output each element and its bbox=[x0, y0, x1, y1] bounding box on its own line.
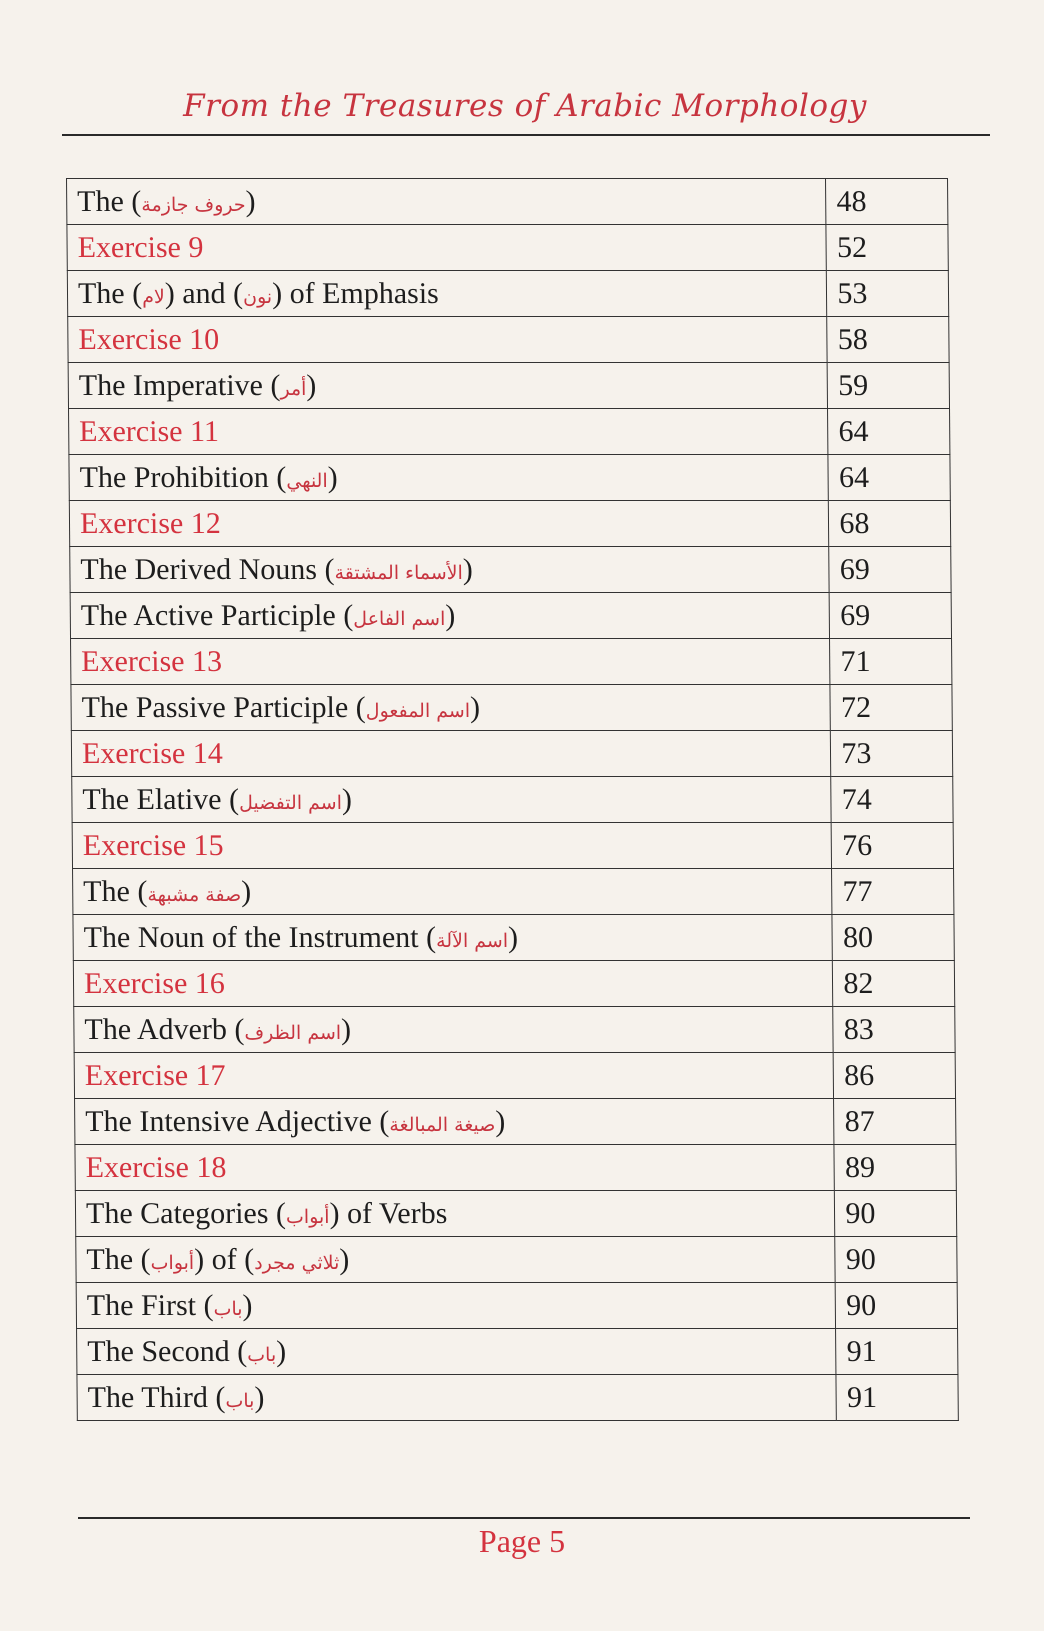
title-text: The Prohibition ( bbox=[79, 460, 287, 494]
entry-title bbox=[67, 179, 827, 225]
contents-row bbox=[68, 363, 949, 409]
entry-page-number: 72 bbox=[830, 685, 952, 731]
exercise-row bbox=[75, 1145, 956, 1191]
title-text: ) bbox=[462, 552, 473, 586]
entry-title bbox=[75, 1145, 835, 1191]
title-text: The ( bbox=[83, 874, 148, 908]
exercise-row bbox=[72, 823, 953, 869]
exercise-row bbox=[69, 409, 950, 455]
entry-page-number: 74 bbox=[831, 777, 953, 823]
entry-page-number: 52 bbox=[826, 225, 948, 271]
entry-page-number: 80 bbox=[832, 915, 954, 961]
contents-row bbox=[71, 685, 952, 731]
exercise-row bbox=[73, 961, 954, 1007]
title-text: The ( bbox=[86, 1242, 151, 1276]
title-text: The ( bbox=[77, 184, 142, 218]
entry-title bbox=[69, 455, 829, 501]
exercise-row bbox=[71, 731, 952, 777]
contents-row bbox=[74, 1007, 955, 1053]
arabic-term: لام bbox=[142, 285, 165, 308]
title-text: ) bbox=[341, 782, 353, 816]
entry-page-number: 59 bbox=[827, 363, 949, 409]
title-text: The Third ( bbox=[87, 1380, 226, 1414]
title-text: ) bbox=[306, 368, 317, 402]
entry-title bbox=[73, 961, 833, 1007]
contents-row bbox=[73, 915, 954, 961]
title-text: ) of ( bbox=[193, 1242, 255, 1276]
title-text: The Noun of the Instrument ( bbox=[83, 920, 437, 954]
exercise-row bbox=[69, 501, 950, 547]
title-text: ) bbox=[507, 920, 519, 954]
title-text: ) bbox=[339, 1242, 350, 1276]
title-text: ) and ( bbox=[164, 276, 244, 310]
entry-title bbox=[67, 271, 827, 317]
title-text: The Derived Nouns ( bbox=[80, 552, 335, 586]
arabic-term: نون bbox=[242, 285, 273, 308]
title-text: ) bbox=[254, 1380, 265, 1414]
contents-row bbox=[77, 1329, 958, 1375]
title-text: Exercise 13 bbox=[81, 644, 223, 678]
entry-page-number: 90 bbox=[835, 1237, 957, 1283]
entry-page-number: 89 bbox=[834, 1145, 956, 1191]
entry-title bbox=[77, 1329, 837, 1375]
title-text: ) of Emphasis bbox=[271, 276, 439, 310]
title-text: The Intensive Adjective ( bbox=[85, 1104, 390, 1138]
entry-title bbox=[73, 915, 833, 961]
title-text: Exercise 15 bbox=[82, 828, 224, 862]
arabic-term: باب bbox=[225, 1389, 255, 1412]
entry-page-number: 91 bbox=[836, 1329, 958, 1375]
contents-table bbox=[66, 178, 959, 1421]
arabic-term: صيغة المبالغة bbox=[389, 1113, 496, 1136]
arabic-term: اسم الظرف bbox=[244, 1021, 342, 1044]
arabic-term: باب bbox=[213, 1297, 243, 1320]
entry-title bbox=[75, 1099, 835, 1145]
footer-divider bbox=[78, 1517, 970, 1519]
title-text: ) bbox=[276, 1334, 287, 1368]
contents-row bbox=[70, 547, 951, 593]
contents-row bbox=[76, 1237, 957, 1283]
title-text: The Elative ( bbox=[82, 782, 240, 816]
title-text: The Active Participle ( bbox=[80, 598, 354, 632]
entry-title bbox=[71, 639, 831, 685]
entry-page-number: 90 bbox=[835, 1191, 957, 1237]
title-text: ) bbox=[327, 460, 338, 494]
title-text: The Adverb ( bbox=[84, 1012, 245, 1046]
title-text: The First ( bbox=[86, 1288, 214, 1322]
entry-title bbox=[70, 593, 830, 639]
entry-page-number: 73 bbox=[831, 731, 953, 777]
entry-title bbox=[74, 1053, 834, 1099]
title-text: The Imperative ( bbox=[78, 368, 281, 402]
arabic-term: اسم الفاعل bbox=[353, 607, 446, 630]
contents-row bbox=[75, 1191, 956, 1237]
title-text: The Second ( bbox=[87, 1334, 248, 1368]
arabic-term: ثلاثي مجرد bbox=[254, 1251, 340, 1274]
entry-page-number: 64 bbox=[828, 455, 950, 501]
entry-page-number: 71 bbox=[830, 639, 952, 685]
title-text: ) bbox=[242, 1288, 253, 1322]
entry-title bbox=[72, 777, 832, 823]
title-text: ) bbox=[445, 598, 456, 632]
contents-row bbox=[75, 1099, 956, 1145]
contents-row bbox=[67, 179, 948, 225]
arabic-term: اسم التفضيل bbox=[238, 791, 343, 814]
entry-page-number: 83 bbox=[833, 1007, 955, 1053]
entry-page-number: 48 bbox=[826, 179, 948, 225]
title-text: The ( bbox=[77, 276, 143, 310]
entry-page-number: 68 bbox=[829, 501, 951, 547]
entry-title bbox=[75, 1191, 835, 1237]
entry-page-number: 91 bbox=[836, 1375, 958, 1421]
title-text: ) bbox=[495, 1104, 506, 1138]
title-text: Exercise 17 bbox=[84, 1058, 226, 1092]
arabic-term: حروف جازمة bbox=[141, 193, 246, 216]
entry-title bbox=[76, 1237, 836, 1283]
title-text: ) of Verbs bbox=[329, 1196, 448, 1230]
page-number: Page 5 bbox=[478, 1523, 566, 1559]
entry-title bbox=[72, 823, 832, 869]
contents-row bbox=[69, 455, 950, 501]
title-text: Exercise 16 bbox=[83, 966, 225, 1000]
exercise-row bbox=[68, 317, 949, 363]
entry-page-number: 82 bbox=[833, 961, 955, 1007]
entry-title bbox=[71, 685, 831, 731]
exercise-row bbox=[71, 639, 952, 685]
contents-table-body bbox=[67, 179, 959, 1421]
contents-row bbox=[76, 1283, 957, 1329]
contents-row bbox=[77, 1375, 958, 1421]
title-text: Exercise 18 bbox=[85, 1150, 227, 1184]
title-text: ) bbox=[245, 184, 256, 218]
entry-page-number: 76 bbox=[831, 823, 953, 869]
title-text: Exercise 9 bbox=[77, 230, 204, 264]
entry-page-number: 58 bbox=[827, 317, 949, 363]
arabic-term: الأسماء المشتقة bbox=[334, 561, 463, 584]
title-text: ) bbox=[340, 1012, 352, 1046]
entry-title bbox=[68, 363, 828, 409]
entry-title bbox=[67, 225, 827, 271]
arabic-term: صفة مشبهة bbox=[147, 883, 242, 906]
title-text: Exercise 10 bbox=[78, 322, 220, 356]
exercise-row bbox=[67, 225, 948, 271]
arabic-term: أمر bbox=[280, 377, 307, 400]
entry-page-number: 87 bbox=[834, 1099, 956, 1145]
entry-title bbox=[70, 547, 830, 593]
entry-title bbox=[74, 1007, 834, 1053]
entry-page-number: 90 bbox=[836, 1283, 958, 1329]
exercise-row bbox=[74, 1053, 955, 1099]
arabic-term: اسم الآلة bbox=[435, 929, 509, 952]
title-text: Exercise 12 bbox=[79, 506, 221, 540]
arabic-term: باب bbox=[247, 1343, 277, 1366]
entry-page-number: 77 bbox=[832, 869, 954, 915]
title-text: ) bbox=[469, 690, 481, 724]
running-header: From the Treasures of Arabic Morphology bbox=[183, 88, 867, 124]
contents-row bbox=[72, 777, 953, 823]
title-text: Exercise 14 bbox=[81, 736, 223, 770]
arabic-term: اسم المفعول bbox=[365, 699, 471, 722]
entry-title bbox=[73, 869, 833, 915]
entry-page-number: 53 bbox=[827, 271, 949, 317]
entry-title bbox=[68, 317, 828, 363]
entry-title bbox=[77, 1375, 837, 1421]
entry-page-number: 69 bbox=[829, 593, 951, 639]
entry-title bbox=[71, 731, 831, 777]
entry-title bbox=[76, 1283, 836, 1329]
title-text: Exercise 11 bbox=[79, 414, 220, 448]
contents-row bbox=[73, 869, 954, 915]
title-text: ) bbox=[241, 874, 252, 908]
entry-page-number: 69 bbox=[829, 547, 951, 593]
entry-title bbox=[69, 409, 829, 455]
arabic-term: النهي bbox=[286, 469, 328, 492]
title-text: The Categories ( bbox=[85, 1196, 287, 1230]
arabic-term: أبواب bbox=[150, 1251, 195, 1274]
contents-row bbox=[67, 271, 948, 317]
entry-page-number: 86 bbox=[834, 1053, 956, 1099]
header-divider bbox=[62, 134, 990, 136]
entry-title bbox=[69, 501, 829, 547]
contents-row bbox=[70, 593, 951, 639]
arabic-term: أبواب bbox=[285, 1205, 330, 1228]
title-text: The Passive Participle ( bbox=[81, 690, 366, 724]
entry-page-number: 64 bbox=[828, 409, 950, 455]
